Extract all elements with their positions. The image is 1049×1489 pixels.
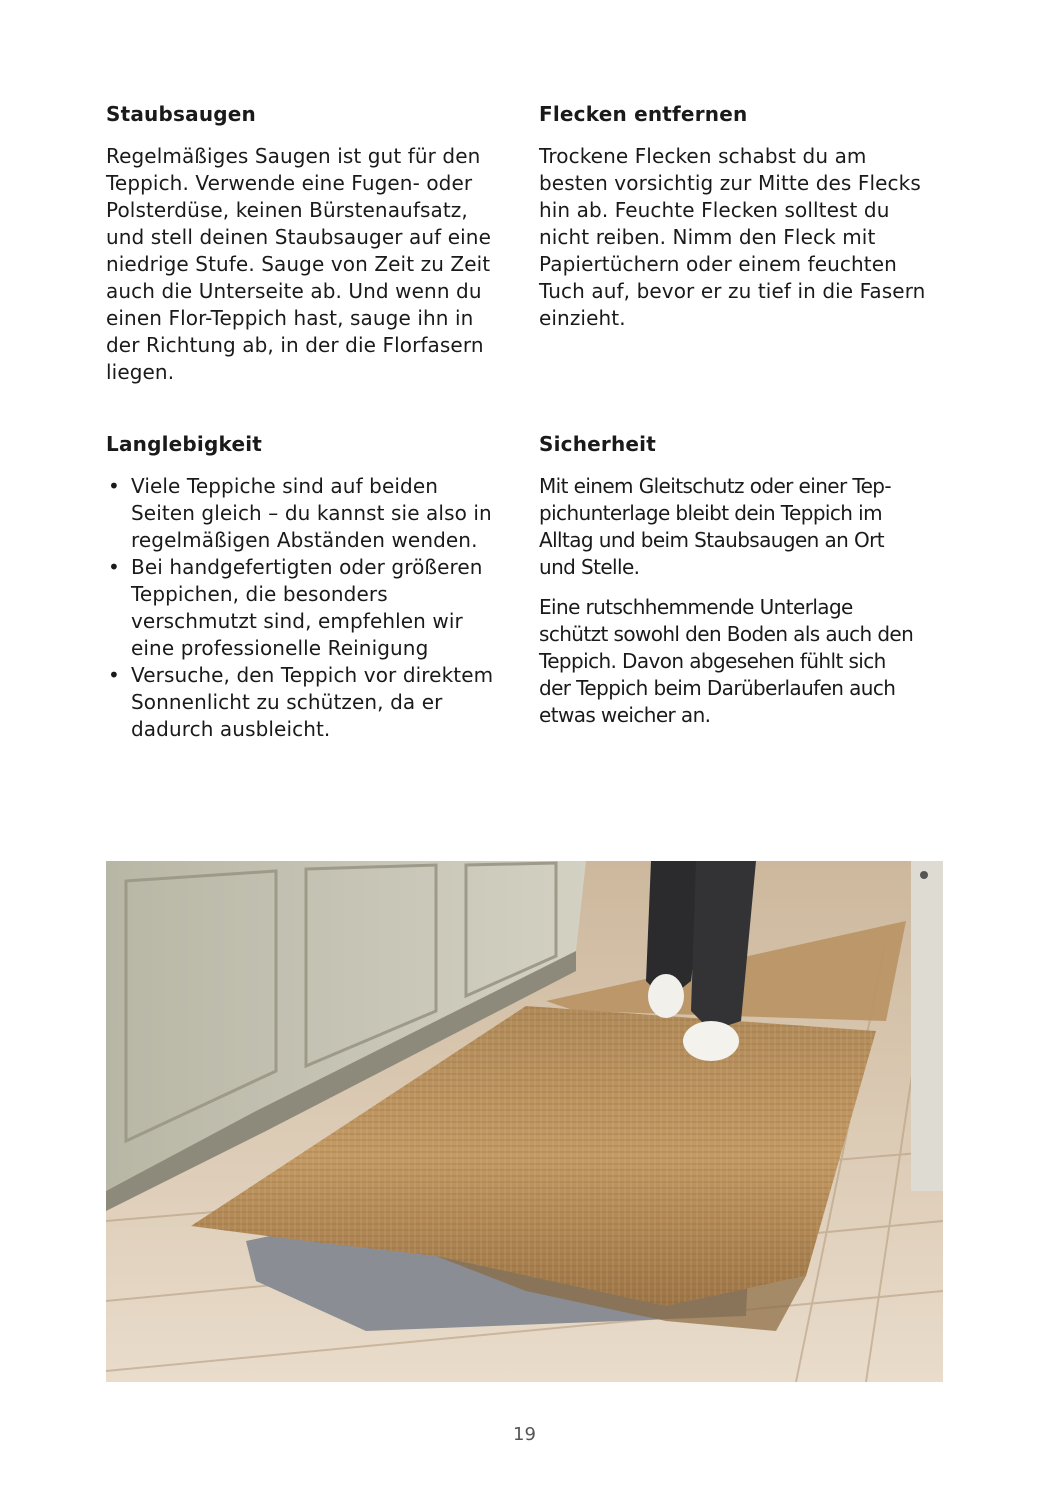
bullet-icon: •: [108, 663, 120, 687]
text-line: einzieht.: [539, 306, 626, 330]
text-line: Sonnenlicht zu schützen, da er: [131, 690, 443, 714]
text-line: niedrige Stufe. Sauge von Zeit zu Zeit: [106, 252, 491, 276]
heading-sicherheit: Sicherheit: [539, 432, 656, 456]
text-line: pichunterlage bleibt dein Teppich im: [539, 501, 882, 525]
text-line: einen Flor-Teppich hast, sauge ihn in: [106, 306, 474, 330]
paragraph-staubsaugen: [106, 143, 511, 386]
paragraph-flecken-entfernen: [539, 143, 944, 332]
photo-illustration: [106, 861, 943, 1382]
text-line: Versuche, den Teppich vor direktem: [131, 663, 494, 687]
text-line: Teppichen, die besonders: [131, 582, 388, 606]
text-line: eine professionelle Reinigung: [131, 636, 429, 660]
rug-on-floor-photo: [106, 861, 943, 1382]
heading-flecken-entfernen: Flecken entfernen: [539, 102, 748, 126]
text-line: und Stelle.: [539, 555, 640, 579]
text-line: nicht reiben. Nimm den Fleck mit: [539, 225, 876, 249]
text-line: schützt sowohl den Boden als auch den: [539, 622, 914, 646]
text-line: Regelmäßiges Saugen ist gut für den: [106, 144, 481, 168]
paragraph-sicherheit-1: [539, 473, 944, 581]
page-number: 19: [513, 1424, 536, 1445]
text-line: regelmäßigen Abständen wenden.: [131, 528, 478, 552]
text-line: Bei handgefertigten oder größeren: [131, 555, 483, 579]
text-line: der Teppich beim Darüberlaufen auch: [539, 676, 896, 700]
text-line: besten vorsichtig zur Mitte des Flecks: [539, 171, 921, 195]
section-staubsaugen: [106, 101, 511, 386]
text-line: Seiten gleich – du kannst sie also in: [131, 501, 492, 525]
list-item: [106, 554, 511, 662]
text-line: auch die Unterseite ab. Und wenn du: [106, 279, 482, 303]
text-line: verschmutzt sind, empfehlen wir: [131, 609, 463, 633]
heading-langlebigkeit: Langlebigkeit: [106, 432, 263, 456]
text-line: liegen.: [106, 360, 175, 384]
text-line: Mit einem Gleitschutz oder einer Tep-: [539, 474, 891, 498]
text-line: Teppich. Verwende eine Fugen- oder: [106, 171, 473, 195]
bullet-icon: •: [108, 555, 120, 579]
list-item: [106, 662, 511, 743]
text-line: Tuch auf, bevor er zu tief in die Fasern: [539, 279, 926, 303]
bullet-icon: •: [108, 474, 120, 498]
text-line: der Richtung ab, in der die Florfasern: [106, 333, 484, 357]
text-line: Teppich. Davon abgesehen fühlt sich: [539, 649, 886, 673]
text-line: Trockene Flecken schabst du am: [539, 144, 867, 168]
text-line: Viele Teppiche sind auf beiden: [131, 474, 438, 498]
section-langlebigkeit: [106, 431, 511, 743]
text-line: Eine rutschhemmende Unterlage: [539, 595, 853, 619]
text-line: und stell deinen Staubsauger auf eine: [106, 225, 491, 249]
list-item: [106, 473, 511, 554]
paragraph-sicherheit-2: [539, 594, 944, 729]
section-sicherheit: [539, 431, 944, 729]
section-flecken-entfernen: [539, 101, 944, 332]
text-line: Alltag und beim Staubsaugen an Ort: [539, 528, 884, 552]
text-line: dadurch ausbleicht.: [131, 717, 331, 741]
text-line: Polsterdüse, keinen Bürstenaufsatz,: [106, 198, 468, 222]
text-line: hin ab. Feuchte Flecken solltest du: [539, 198, 890, 222]
text-line: Papiertüchern oder einem feuchten: [539, 252, 897, 276]
heading-staubsaugen: Staubsaugen: [106, 102, 256, 126]
bullet-list-langlebigkeit: [106, 473, 511, 743]
text-line: etwas weicher an.: [539, 703, 711, 727]
